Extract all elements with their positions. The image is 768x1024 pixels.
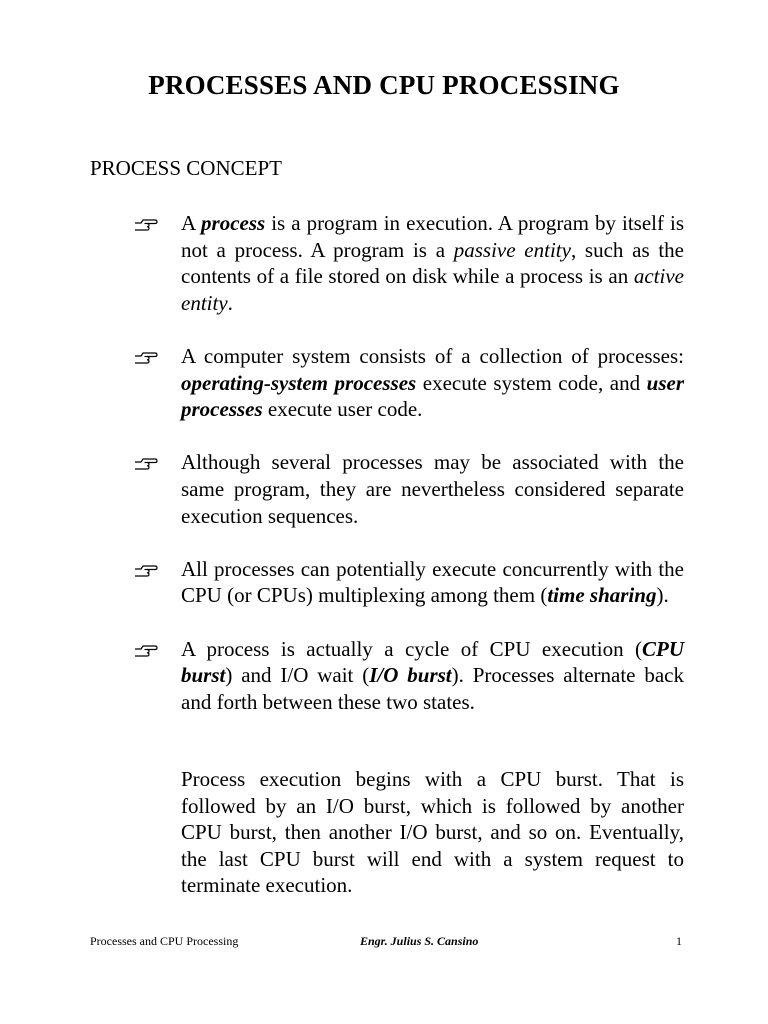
bullet-text: ) and I/O wait (	[225, 663, 370, 688]
bullet-text: A computer system consists of a collection of processes:	[181, 343, 684, 368]
bullet-text: A process is actually a cycle of CPU execution (	[181, 636, 642, 661]
emphasized-term: user processes	[181, 370, 684, 422]
bullet-item	[130, 636, 684, 716]
page-title: PROCESSES AND CPU PROCESSING	[148, 70, 620, 100]
emphasized-term: time sharing	[547, 583, 657, 608]
bullet-text: All processes can potentially execute concurrently with the CPU (or CPUs) multiplexing among them (	[181, 556, 684, 608]
pointing-hand-icon	[134, 639, 158, 655]
page-number: 1	[676, 934, 682, 948]
bullet-text: .	[227, 290, 233, 315]
process-execution-paragraph: Process execution begins with a CPU burst. That is followed by an I/O burst, which is followed by another CPU burst, then another I/O burst, and so on. Eventually, the last CPU burst will end with a system request to terminate execution.	[181, 767, 684, 898]
pointing-hand-icon	[134, 559, 158, 575]
section-heading: PROCESS CONCEPT	[90, 156, 282, 180]
bullet-text: A	[181, 211, 202, 235]
pointing-hand-icon	[134, 213, 158, 229]
bullet-text: execute user code.	[262, 397, 423, 422]
pointing-hand-icon	[134, 346, 158, 362]
bullet-text: Although several processes may be associated with the same program, they are nevertheless considered separate execution sequences.	[181, 450, 684, 528]
bullet-item	[130, 210, 684, 316]
pointing-hand-icon	[134, 452, 158, 468]
emphasized-term: CPU burst	[181, 636, 684, 688]
bullet-text: execute system code, and	[416, 370, 647, 395]
bullet-item	[130, 343, 684, 423]
emphasized-term: passive entity	[453, 237, 571, 262]
emphasized-term: I/O burst	[369, 663, 452, 688]
bullet-text: is a program in execution. A program by itself is not a process. A program is a	[181, 211, 685, 262]
emphasized-term: operating-system processes	[181, 370, 417, 395]
emphasized-term: process	[201, 211, 266, 235]
bullet-text: ).	[656, 583, 669, 608]
bullet-text: ). Processes alternate back and forth between these two states.	[181, 663, 684, 714]
bullet-text: , such as the contents of a file stored on disk while a process is an	[181, 237, 684, 289]
bullet-list	[130, 210, 684, 742]
page-footer	[90, 934, 684, 950]
footer-author: Engr. Julius S. Cansino	[360, 934, 479, 948]
footer-document-title: Processes and CPU Processing	[90, 934, 239, 948]
emphasized-term: active entity	[181, 264, 684, 315]
bullet-item	[130, 449, 684, 529]
bullet-item	[130, 556, 684, 609]
